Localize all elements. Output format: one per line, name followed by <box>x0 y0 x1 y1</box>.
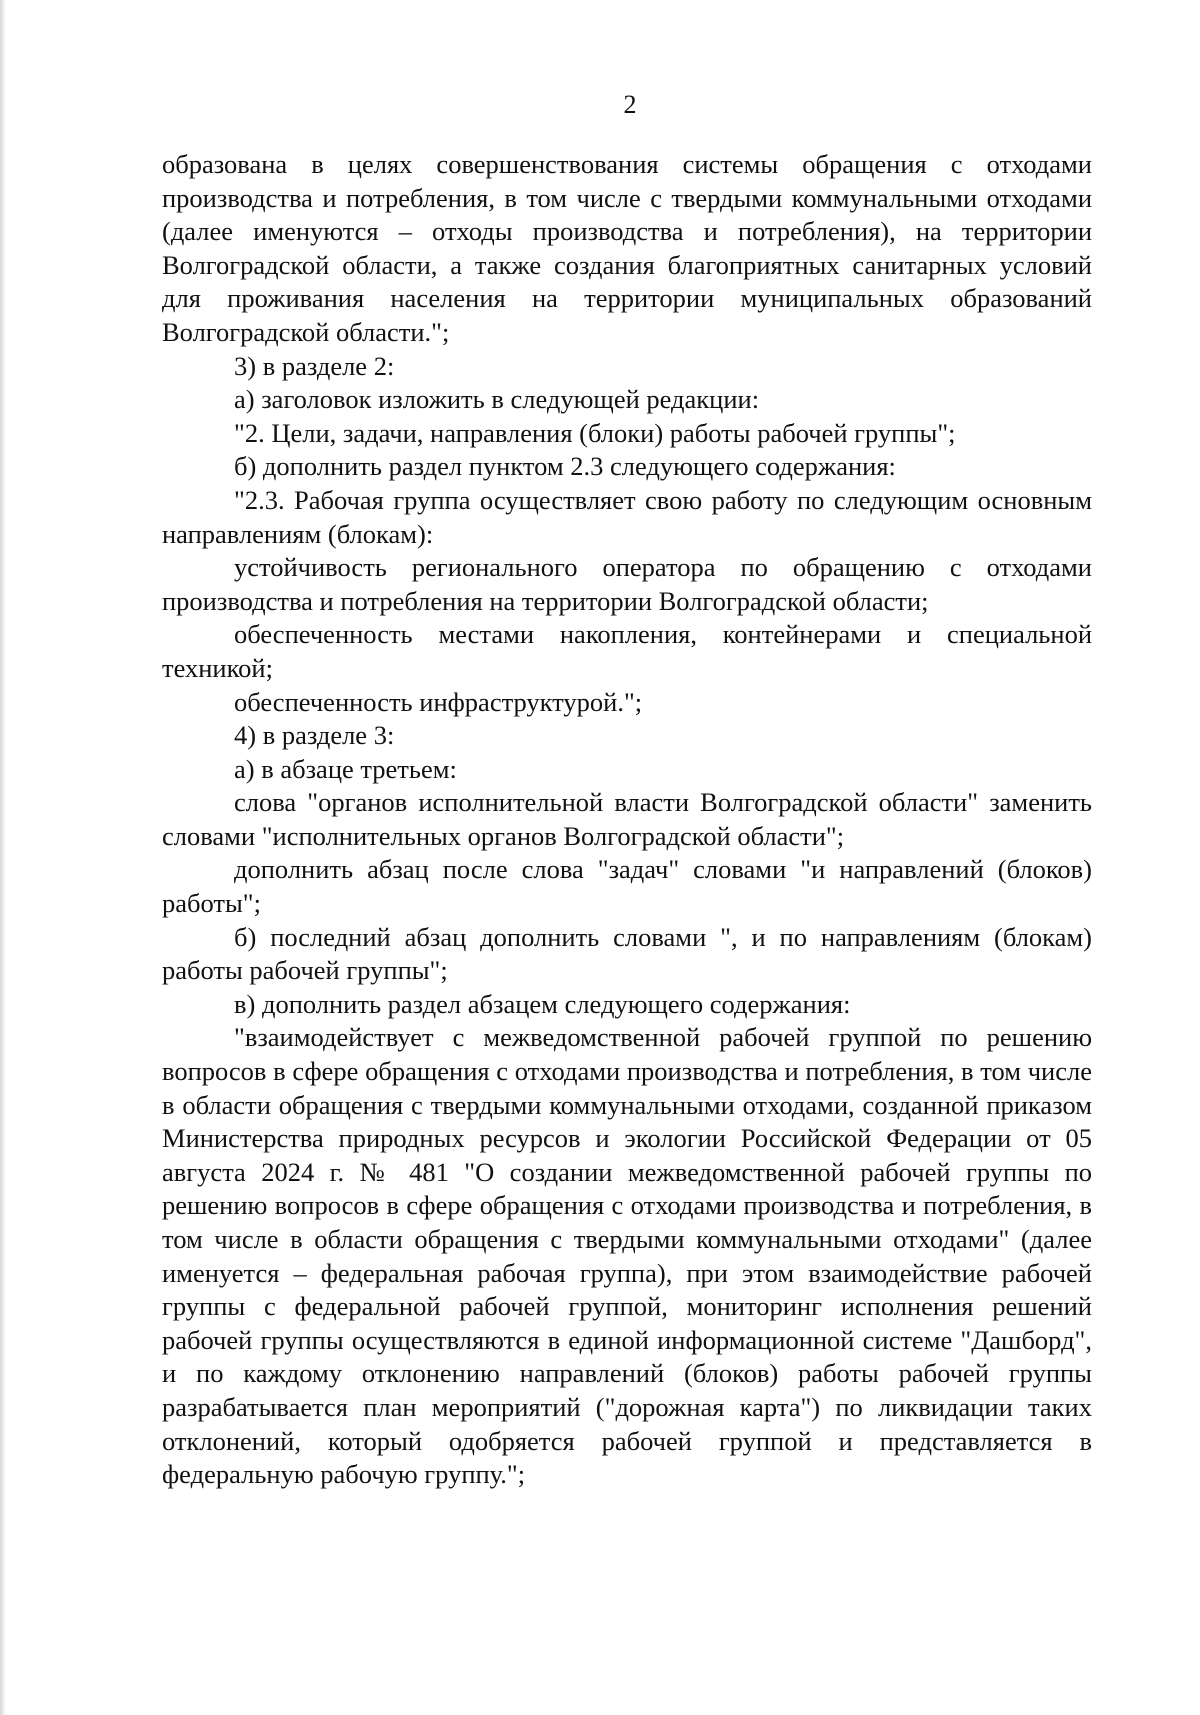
paragraph-block-1: устойчивость регионального оператора по обращению с отходами производства и потребления на территории Волгоградской области; <box>162 552 1092 616</box>
paragraph-block-2: обеспеченность местами накопления, контейнерами и специальной техникой; <box>162 619 1092 683</box>
paragraph-item-4b: б) последний абзац дополнить словами ", и по направлениям (блокам) работы рабочей группы"; <box>162 921 1092 986</box>
paragraph-item-3: 3) в разделе 2: <box>234 350 395 381</box>
paragraph-item-4v: в) дополнить раздел абзацем следующего содержания: <box>234 988 851 1019</box>
paragraph-item-4a: а) в абзаце третьем: <box>234 753 457 784</box>
paragraph-replace-words: слова "органов исполнительной власти Волгоградской области" заменить словами "исполнительных органов Волгоградской области"; <box>162 787 1092 851</box>
page-number: 2 <box>623 90 637 119</box>
paragraph-item-4: 4) в разделе 3: <box>234 720 395 751</box>
paragraph-interaction: "взаимодействует с межведомственной рабочей группой по решению вопросов в сфере обращения с отходами производства и потребления, в том числе в области обращения с твердыми коммунальными отходами, созданной приказом Министерства природных ресурсов и экологии Российской Федерации от 05 августа 2024 г. № 481 "О создании межведомственной рабочей группы по решению вопросов в сфере обращения с отходами производства и потребления, в том числе в области обращения с твердыми коммунальными отходами" (далее именуется – федеральная рабочая группа), при этом взаимодействие рабочей группы с федеральной рабочей группой, мониторинг исполнения решений рабочей группы осуществляются в единой информационной системе "Дашборд", и по каждому отклонению направлений (блоков) работы рабочей группы разрабатывается план мероприятий ("дорожная карта") по ликвидации таких отклонений, который одобряется рабочей группой и представляется в федеральную рабочую группу."; <box>162 1022 1092 1490</box>
scan-edge-shadow <box>0 0 6 1715</box>
paragraph-clause-2-3: "2.3. Рабочая группа осуществляет свою работу по следующим основным направлениям (блокам): <box>162 484 1092 549</box>
paragraph-block-3: обеспеченность инфраструктурой."; <box>234 686 643 717</box>
paragraph-item-3a: а) заголовок изложить в следующей редакции: <box>234 384 760 415</box>
paragraph-continuation: образована в целях совершенствования системы обращения с отходами производства и потребления, в том числе с твердыми коммунальными отходами (далее именуются – отходы производства и потребления), на территории Волгоградской области, а также создания благоприятных санитарных условий для проживания населения на территории муниципальных образований Волгоградской области."; <box>162 149 1092 347</box>
paragraph-add-words: дополнить абзац после слова "задач" словами "и направлений (блоков) работы"; <box>162 854 1092 919</box>
paragraph-item-3b: б) дополнить раздел пунктом 2.3 следующего содержания: <box>234 451 896 482</box>
document-body <box>162 148 1092 1492</box>
paragraph-new-heading: "2. Цели, задачи, направления (блоки) работы рабочей группы"; <box>234 417 956 448</box>
